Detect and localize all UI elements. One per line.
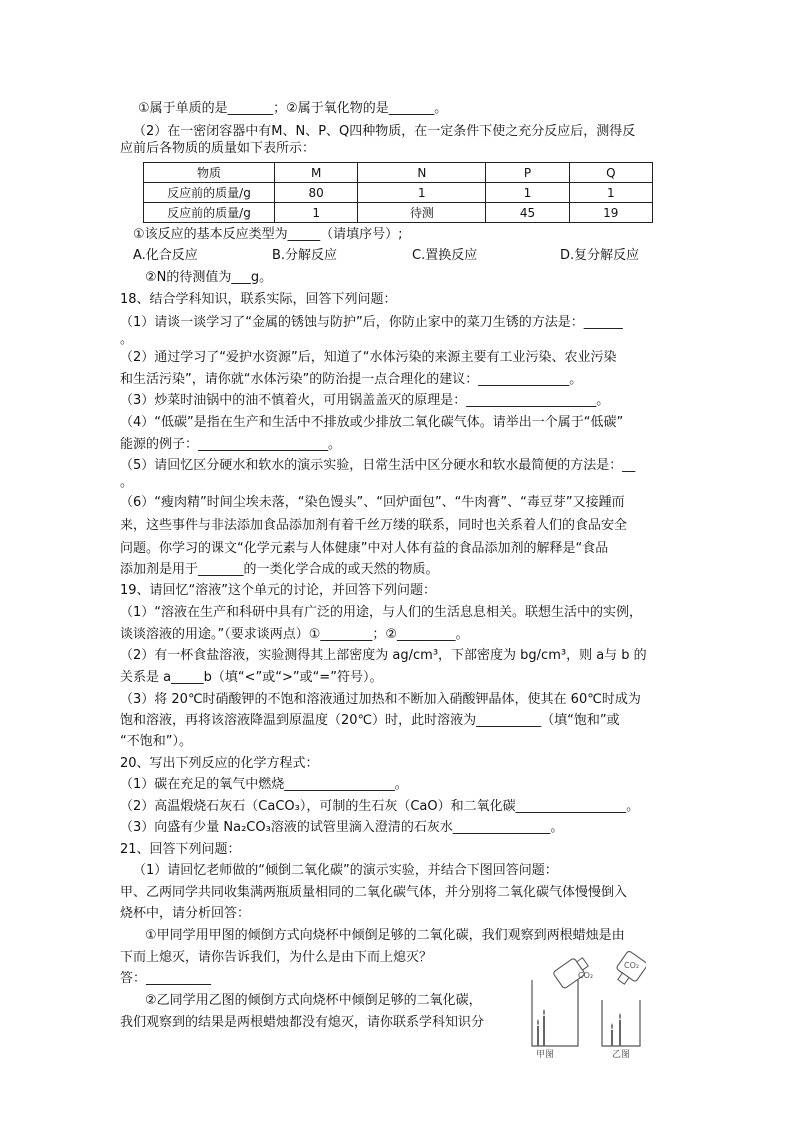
co2-pouring-figure bbox=[528, 950, 646, 1060]
table-cell: 80 bbox=[275, 183, 358, 203]
table-header-cell: Q bbox=[569, 163, 652, 183]
q17-reaction-type-line: ①该反应的基本反应类型为_____（请填序号）; bbox=[133, 227, 403, 242]
right-flame-2 bbox=[619, 1013, 621, 1020]
q19-1-line-cont: 谈谈溶液的用途。”（要求谈两点）①________；②_________。 bbox=[120, 627, 469, 642]
table-cell: 45 bbox=[486, 203, 569, 223]
q18-4-line: （4）“低碳”是指在生产和生活中不排放或少排放二氧化碳气体。请举出一个属于“低碳” bbox=[120, 415, 624, 430]
option-d: D.复分解反应 bbox=[560, 248, 640, 263]
table-row bbox=[144, 203, 653, 223]
table-cell: 1 bbox=[275, 203, 358, 223]
table-cell: 1 bbox=[486, 183, 569, 203]
table-cell: 1 bbox=[358, 183, 486, 203]
option-c: C.置换反应 bbox=[412, 248, 478, 263]
table-cell: 1 bbox=[569, 183, 652, 203]
table-cell: 待测 bbox=[358, 203, 486, 223]
q20-heading: 20、写出下列反应的化学方程式： bbox=[120, 756, 319, 771]
table-cell: 反应前的质量/g bbox=[144, 183, 275, 203]
q21-answer-line: 答：__________ bbox=[120, 971, 212, 986]
q17-part2-line-cont: 应前后各物质的质量如下表所示： bbox=[120, 141, 316, 156]
table-cell: 反应前的质量/g bbox=[144, 203, 275, 223]
table-header-cell: P bbox=[486, 163, 569, 183]
right-co2-label: CO₂ bbox=[624, 961, 640, 970]
table-header-cell: N bbox=[358, 163, 486, 183]
q19-1-line: （1）“溶液在生产和科研中具有广泛的用途，与人们的生活息息相关。联想生活中的实例， bbox=[120, 605, 643, 620]
left-co2-label: CO₂ bbox=[578, 971, 594, 980]
q21-part2-line: ②乙同学用乙图的倾倒方式向烧杯中倾倒足够的二氧化碳， bbox=[145, 993, 482, 1008]
table-cell: 19 bbox=[569, 203, 652, 223]
q18-4-line-cont: 能源的例子：____________________。 bbox=[120, 437, 342, 452]
mass-table bbox=[143, 162, 653, 223]
q18-6-line-cont: 来，这些事件与非法添加食品添加剂有着千丝万缕的联系，同时也关系着人们的食品安全 bbox=[120, 518, 628, 533]
q19-heading: 19、请回忆“溶液”这个单元的讨论，并回答下列问题： bbox=[120, 583, 437, 598]
q18-6-line-cont: 添加剂是用于_______的一类化学合成的或天然的物质。 bbox=[120, 562, 439, 577]
left-flame-1 bbox=[537, 1019, 539, 1026]
q19-3-line-end: “不饱和”）。 bbox=[120, 734, 192, 749]
q20-2-line: （2）高温煅烧石灰石（CaCO₃），可制的生石灰（CaO）和二氧化碳_________________。 bbox=[120, 799, 640, 814]
q18-3-line: （3）炒菜时油锅中的油不慎着火，可用锅盖盖灭的原理是：____________________。 bbox=[120, 393, 610, 408]
q18-6-line: （6）“瘦肉精”时间尘埃未落，“染色馒头”、“回炉面包”、“牛肉膏”、“毒豆芽”又接踵而 bbox=[120, 495, 625, 510]
q18-5-line-end: 。 bbox=[120, 475, 134, 490]
q18-5-line: （5）请回忆区分硬水和软水的演示实验，日常生活中区分硬水和软水最简便的方法是：__ bbox=[120, 458, 636, 473]
q18-heading: 18、结合学科知识，联系实际，回答下列问题： bbox=[120, 292, 397, 307]
table-row bbox=[144, 183, 653, 203]
q18-1-line: （1）请谈一谈学习了“金属的锈蚀与防护”后，你防止家中的菜刀生锈的方法是：______ bbox=[120, 315, 623, 330]
caption-right: 乙图 bbox=[612, 1050, 631, 1060]
q21-heading: 21、回答下列问题： bbox=[120, 842, 241, 857]
q18-1-line-end: 。 bbox=[120, 332, 134, 347]
q18-2-line-cont: 和生活污染”，请你就“水体污染”的防治提一点合理化的建议：______________。 bbox=[120, 372, 583, 387]
q21-1-line: （1）请回忆老师做的“倾倒二氧化碳”的演示实验，并结合下图回答问题： bbox=[133, 863, 558, 878]
q21-part1-line-cont: 下而上熄灭，请你告诉我们，为什么是由下而上熄灭？ bbox=[120, 950, 433, 965]
q17-n-value-line: ②N的待测值为___g。 bbox=[145, 270, 273, 285]
q19-2-line-cont: 关系是 a_____b（填“<”或“>”或“=”符号）。 bbox=[120, 670, 383, 685]
option-b: B.分解反应 bbox=[272, 248, 338, 263]
table-header-cell: M bbox=[275, 163, 358, 183]
co2-pouring-diagram bbox=[528, 950, 646, 1060]
q19-3-line: （3）将 20℃时硝酸钾的不饱和溶液通过加热和不断加入硝酸钾晶体，使其在 60℃时成为 bbox=[120, 692, 641, 707]
q18-2-line: （2）通过学习了“爱护水资源”后，知道了“水体污染的来源主要有工业污染、农业污染 bbox=[120, 350, 617, 365]
q18-6-line-cont: 问题。你学习的课文“化学元素与人体健康”中对人体有益的食品添加剂的解释是“食品 bbox=[120, 541, 609, 556]
right-flame-1 bbox=[611, 1023, 613, 1030]
table-header-row bbox=[144, 163, 653, 183]
caption-left: 甲图 bbox=[536, 1050, 555, 1060]
q21-part1-line: ①甲同学用甲图的倾倒方式向烧杯中倾倒足够的二氧化碳，我们观察到两根蜡烛是由 bbox=[145, 928, 625, 943]
left-flame-2 bbox=[543, 1009, 545, 1016]
q20-1-line: （1）碳在充足的氧气中燃烧_________________。 bbox=[120, 777, 408, 792]
q21-part2-line-cont: 我们观察到的结果是两根蜡烛都没有熄灭，请你联系学科知识分 bbox=[120, 1015, 485, 1030]
q17-part2-line: （2）在一密闭容器中有M、N、P、Q四种物质，在一定条件下使之充分反应后，测得反 bbox=[133, 124, 636, 139]
table-header-cell: 物质 bbox=[144, 163, 275, 183]
q21-1-line-cont: 烧杯中，请分析回答： bbox=[120, 906, 251, 921]
option-a: A.化合反应 bbox=[133, 248, 198, 263]
q19-3-line-cont: 饱和溶液，再将该溶液降温到原温度（20℃）时，此时溶液为__________（填“饱和”或 bbox=[120, 713, 620, 728]
q20-3-line: （3）向盛有少量 Na₂CO₃溶液的试管里滴入澄清的石灰水_______________。 bbox=[120, 820, 564, 835]
q19-2-line: （2）有一杯食盐溶液，实验测得其上部密度为 ag/cm³，下部密度为 bg/cm³，则 a与 b 的 bbox=[120, 648, 647, 663]
q17-part1-line: ①属于单质的是_______；②属于氧化物的是_______。 bbox=[138, 101, 448, 116]
q21-1-line-cont: 甲、乙两同学共同收集满两瓶质量相同的二氧化碳气体，并分别将二氧化碳气体慢慢倒入 bbox=[120, 885, 628, 900]
